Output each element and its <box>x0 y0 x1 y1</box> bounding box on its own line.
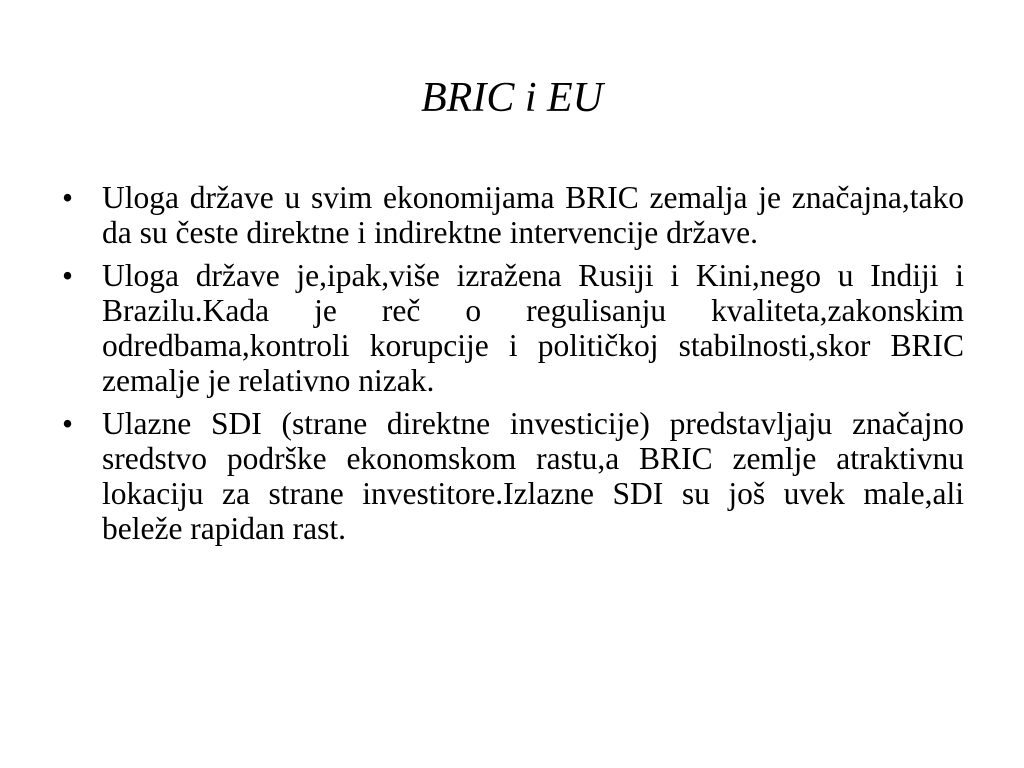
bullet-text: Uloga države u svim ekonomijama BRIC zemalja je značajna,tako da su česte direktne i indirektne intervencije države. <box>102 180 964 250</box>
bullet-item <box>62 180 964 250</box>
bullet-list <box>62 180 964 554</box>
bullet-text: Ulazne SDI (strane direktne investicije) predstavljaju značajno sredstvo podrške ekonomskom rastu,a BRIC zemlje atraktivnu lokaciju za strane investitore.Izlazne SDI su još uvek male,ali beleže rapidan rast. <box>102 406 964 546</box>
bullet-icon: • <box>62 180 74 215</box>
bullet-icon: • <box>62 406 74 441</box>
bullet-item <box>62 258 964 398</box>
bullet-icon: • <box>62 258 74 293</box>
bullet-item <box>62 406 964 546</box>
bullet-text: Uloga države je,ipak,više izražena Rusiji i Kini,nego u Indiji i Brazilu.Kada je reč o regulisanju kvaliteta,zakonskim odredbama,kontroli korupcije i političkoj stabilnosti,skor BRIC zemalje je relativno nizak. <box>102 258 964 398</box>
slide-title: BRIC i EU <box>421 75 603 121</box>
